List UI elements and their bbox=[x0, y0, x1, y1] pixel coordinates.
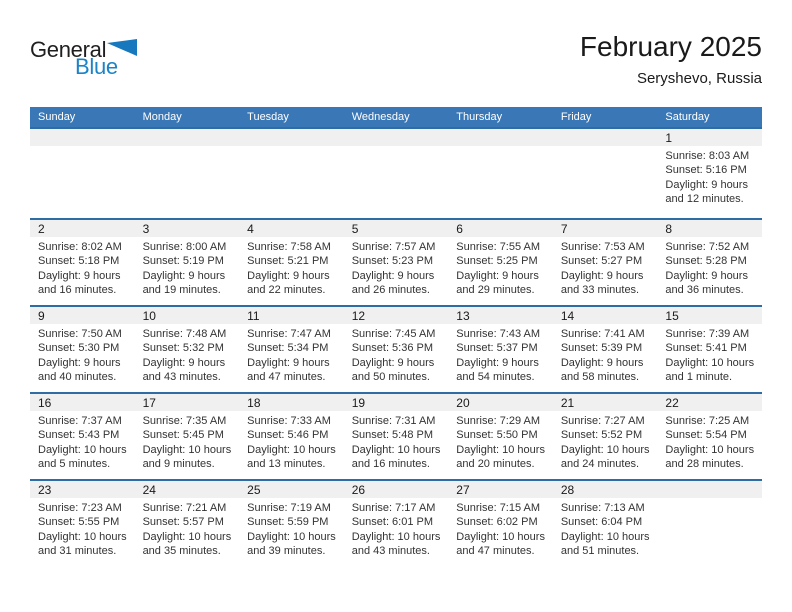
day-details bbox=[657, 237, 762, 298]
detail-line: Daylight: 9 hours bbox=[456, 356, 539, 369]
detail-line: Sunset: 5:27 PM bbox=[560, 255, 643, 268]
day-cell bbox=[657, 129, 762, 218]
page-header bbox=[30, 30, 762, 87]
detail-line: and 16 minutes. bbox=[351, 458, 430, 471]
day-number: 15 bbox=[665, 308, 679, 323]
day-number-band bbox=[657, 394, 762, 411]
detail-line: Sunrise: 7:19 AM bbox=[247, 502, 331, 514]
detail-line: and 31 minutes. bbox=[38, 545, 117, 558]
day-number-band bbox=[344, 129, 449, 146]
day-number-band bbox=[135, 129, 240, 146]
detail-line: Daylight: 9 hours bbox=[247, 269, 330, 282]
detail-line: Sunset: 5:46 PM bbox=[247, 429, 329, 442]
day-number: 6 bbox=[456, 221, 463, 236]
detail-line: Daylight: 10 hours bbox=[38, 443, 127, 456]
weekday-header: Thursday bbox=[456, 111, 503, 123]
detail-line: Sunset: 5:45 PM bbox=[142, 429, 224, 442]
day-number: 24 bbox=[142, 482, 156, 497]
day-number: 3 bbox=[142, 221, 150, 236]
day-cell bbox=[344, 481, 449, 566]
day-number-band bbox=[30, 220, 135, 237]
day-details bbox=[344, 498, 449, 559]
detail-line: Sunrise: 7:45 AM bbox=[351, 328, 436, 340]
detail-line: Sunrise: 8:03 AM bbox=[665, 150, 750, 162]
empty-day-cell bbox=[239, 129, 344, 218]
day-details bbox=[239, 324, 344, 385]
day-cell bbox=[657, 394, 762, 479]
weekday-header: Saturday bbox=[665, 111, 710, 123]
day-number-band bbox=[239, 129, 344, 146]
detail-line: Sunset: 5:34 PM bbox=[247, 342, 329, 355]
day-details bbox=[344, 324, 449, 385]
day-number: 1 bbox=[665, 130, 673, 145]
empty-day-cell bbox=[553, 129, 658, 218]
day-number: 28 bbox=[560, 482, 575, 497]
week-row bbox=[30, 127, 762, 218]
detail-line: Daylight: 10 hours bbox=[142, 530, 232, 543]
detail-line: Sunset: 5:16 PM bbox=[665, 164, 747, 177]
detail-line: Sunrise: 8:00 AM bbox=[142, 241, 227, 253]
day-number-band bbox=[657, 307, 762, 324]
day-details bbox=[657, 324, 762, 385]
day-number-band bbox=[344, 220, 449, 237]
day-number: 17 bbox=[142, 395, 156, 410]
day-cell bbox=[30, 307, 135, 392]
day-number: 16 bbox=[38, 395, 52, 410]
day-number-band bbox=[30, 394, 135, 411]
detail-line: Sunrise: 7:37 AM bbox=[38, 415, 122, 427]
logo-text-blue: Blue bbox=[75, 54, 118, 79]
day-number: 27 bbox=[456, 482, 470, 497]
detail-line: Daylight: 10 hours bbox=[456, 530, 545, 543]
empty-day-cell bbox=[657, 481, 762, 566]
day-number: 9 bbox=[38, 308, 45, 323]
day-details bbox=[448, 411, 553, 472]
detail-line: Sunrise: 7:43 AM bbox=[456, 328, 541, 340]
detail-line: Sunrise: 7:17 AM bbox=[351, 502, 436, 514]
detail-line: Sunrise: 7:39 AM bbox=[665, 328, 750, 340]
day-cell bbox=[448, 220, 553, 305]
detail-line: Sunset: 5:55 PM bbox=[38, 516, 120, 529]
detail-line: Daylight: 10 hours bbox=[247, 530, 336, 543]
detail-line: and 47 minutes. bbox=[456, 545, 535, 558]
detail-line: Sunrise: 7:47 AM bbox=[247, 328, 331, 340]
day-number-band bbox=[553, 394, 658, 411]
detail-line: Daylight: 10 hours bbox=[560, 443, 650, 456]
day-details bbox=[135, 324, 240, 385]
day-number: 26 bbox=[351, 482, 366, 497]
day-number: 18 bbox=[247, 395, 261, 410]
weekday-header: Sunday bbox=[38, 111, 76, 123]
day-cell bbox=[553, 220, 658, 305]
detail-line: and 39 minutes. bbox=[247, 545, 326, 558]
day-details bbox=[135, 146, 240, 149]
day-cell bbox=[657, 220, 762, 305]
day-cell bbox=[239, 307, 344, 392]
detail-line: and 13 minutes. bbox=[247, 458, 326, 471]
day-cell bbox=[553, 481, 658, 566]
day-details bbox=[553, 498, 658, 559]
day-details bbox=[553, 237, 658, 298]
logo-text-general: General bbox=[30, 37, 107, 62]
empty-day-cell bbox=[30, 129, 135, 218]
weekday-header: Monday bbox=[142, 111, 182, 123]
detail-line: Sunset: 5:39 PM bbox=[560, 342, 643, 355]
detail-line: and 12 minutes. bbox=[665, 193, 744, 206]
detail-line: Sunrise: 7:58 AM bbox=[247, 241, 331, 253]
empty-day-cell bbox=[448, 129, 553, 218]
detail-line: and 35 minutes. bbox=[142, 545, 221, 558]
day-number-band bbox=[657, 129, 762, 146]
detail-line: and 54 minutes. bbox=[456, 371, 535, 384]
day-details bbox=[553, 411, 658, 472]
day-number-band bbox=[657, 220, 762, 237]
day-number: 4 bbox=[247, 221, 254, 236]
day-cell bbox=[344, 394, 449, 479]
day-number-band bbox=[448, 307, 553, 324]
detail-line: and 22 minutes. bbox=[247, 284, 326, 297]
day-number-band bbox=[448, 481, 553, 498]
detail-line: Sunrise: 7:29 AM bbox=[456, 415, 541, 427]
weekday-header: Tuesday bbox=[247, 111, 289, 123]
detail-line: and 40 minutes. bbox=[38, 371, 117, 384]
day-number-band bbox=[448, 394, 553, 411]
day-cell bbox=[344, 307, 449, 392]
week-row bbox=[30, 392, 762, 479]
detail-line: Sunset: 5:32 PM bbox=[142, 342, 224, 355]
day-cell bbox=[448, 394, 553, 479]
day-number-band bbox=[135, 394, 240, 411]
day-details bbox=[239, 146, 344, 149]
detail-line: Sunset: 5:23 PM bbox=[351, 255, 434, 268]
detail-line: and 20 minutes. bbox=[456, 458, 535, 471]
detail-line: and 36 minutes. bbox=[665, 284, 744, 297]
detail-line: Daylight: 9 hours bbox=[142, 269, 226, 282]
detail-line: and 58 minutes. bbox=[560, 371, 640, 384]
detail-line: Sunset: 5:21 PM bbox=[247, 255, 329, 268]
day-number-band bbox=[553, 220, 658, 237]
day-number: 2 bbox=[38, 221, 45, 236]
general-blue-logo bbox=[30, 30, 137, 78]
detail-line: Daylight: 9 hours bbox=[38, 356, 121, 369]
day-details bbox=[657, 411, 762, 472]
day-number-band bbox=[553, 307, 658, 324]
detail-line: Sunset: 5:48 PM bbox=[351, 429, 434, 442]
week-row bbox=[30, 479, 762, 566]
detail-line: Sunset: 5:18 PM bbox=[38, 255, 120, 268]
day-number-band bbox=[239, 481, 344, 498]
day-details bbox=[344, 237, 449, 298]
day-cell bbox=[553, 394, 658, 479]
day-number-band bbox=[448, 129, 553, 146]
day-details bbox=[135, 411, 240, 472]
detail-line: Daylight: 9 hours bbox=[665, 269, 748, 282]
day-number: 11 bbox=[247, 308, 260, 323]
detail-line: Sunrise: 7:52 AM bbox=[665, 241, 750, 253]
detail-line: Daylight: 10 hours bbox=[560, 530, 650, 543]
detail-line: Sunset: 6:02 PM bbox=[456, 516, 538, 529]
detail-line: Daylight: 10 hours bbox=[456, 443, 545, 456]
detail-line: Sunrise: 7:57 AM bbox=[351, 241, 436, 253]
day-number-band bbox=[448, 220, 553, 237]
detail-line: Sunset: 5:36 PM bbox=[351, 342, 434, 355]
detail-line: Sunrise: 7:53 AM bbox=[560, 241, 645, 253]
day-number: 5 bbox=[351, 221, 359, 236]
detail-line: Sunset: 5:43 PM bbox=[38, 429, 120, 442]
day-number: 13 bbox=[456, 308, 470, 323]
day-number: 7 bbox=[560, 221, 568, 236]
detail-line: Daylight: 10 hours bbox=[247, 443, 336, 456]
week-row bbox=[30, 218, 762, 305]
detail-line: and 9 minutes. bbox=[142, 458, 215, 471]
day-cell bbox=[135, 220, 240, 305]
day-number: 19 bbox=[351, 395, 366, 410]
day-cell bbox=[553, 307, 658, 392]
day-number: 14 bbox=[560, 308, 575, 323]
day-number: 25 bbox=[247, 482, 261, 497]
detail-line: Daylight: 10 hours bbox=[665, 356, 755, 369]
day-details bbox=[448, 498, 553, 559]
day-cell bbox=[239, 481, 344, 566]
day-number-band bbox=[135, 220, 240, 237]
day-cell bbox=[30, 394, 135, 479]
week-row bbox=[30, 305, 762, 392]
day-number: 21 bbox=[560, 395, 575, 410]
day-details bbox=[239, 498, 344, 559]
detail-line: Sunset: 5:30 PM bbox=[38, 342, 120, 355]
detail-line: Sunrise: 7:15 AM bbox=[456, 502, 541, 514]
day-number-band bbox=[553, 481, 658, 498]
detail-line: Daylight: 9 hours bbox=[351, 356, 435, 369]
day-details bbox=[344, 411, 449, 472]
day-number: 20 bbox=[456, 395, 470, 410]
detail-line: Sunset: 5:54 PM bbox=[665, 429, 747, 442]
day-details bbox=[553, 324, 658, 385]
detail-line: Sunrise: 7:23 AM bbox=[38, 502, 122, 514]
detail-line: Sunset: 5:37 PM bbox=[456, 342, 538, 355]
detail-line: Daylight: 9 hours bbox=[560, 269, 644, 282]
day-cell bbox=[448, 307, 553, 392]
detail-line: Sunrise: 7:13 AM bbox=[560, 502, 645, 514]
day-number-band bbox=[30, 129, 135, 146]
day-details bbox=[657, 498, 762, 501]
detail-line: Sunrise: 7:41 AM bbox=[560, 328, 645, 340]
detail-line: Daylight: 10 hours bbox=[38, 530, 127, 543]
day-cell bbox=[239, 220, 344, 305]
day-details bbox=[657, 146, 762, 207]
day-details bbox=[135, 498, 240, 559]
detail-line: Daylight: 10 hours bbox=[665, 443, 755, 456]
day-details bbox=[30, 411, 135, 472]
detail-line: and 33 minutes. bbox=[560, 284, 640, 297]
detail-line: Sunrise: 7:25 AM bbox=[665, 415, 750, 427]
detail-line: and 43 minutes. bbox=[351, 545, 430, 558]
detail-line: and 16 minutes. bbox=[38, 284, 117, 297]
location-subtitle: Seryshevo, Russia bbox=[636, 69, 762, 87]
day-number-band bbox=[344, 307, 449, 324]
detail-line: Sunrise: 7:27 AM bbox=[560, 415, 645, 427]
detail-line: Sunset: 6:01 PM bbox=[351, 516, 434, 529]
day-number-band bbox=[239, 394, 344, 411]
weekday-header: Friday bbox=[560, 111, 592, 123]
detail-line: Sunset: 5:25 PM bbox=[456, 255, 538, 268]
empty-day-cell bbox=[344, 129, 449, 218]
detail-line: Sunset: 6:04 PM bbox=[560, 516, 643, 529]
detail-line: Sunrise: 7:50 AM bbox=[38, 328, 122, 340]
detail-line: Sunrise: 8:02 AM bbox=[38, 241, 122, 253]
detail-line: Sunset: 5:28 PM bbox=[665, 255, 747, 268]
day-number: 8 bbox=[665, 221, 673, 236]
detail-line: and 47 minutes. bbox=[247, 371, 326, 384]
detail-line: Sunset: 5:52 PM bbox=[560, 429, 643, 442]
day-cell bbox=[657, 307, 762, 392]
day-number-band bbox=[239, 220, 344, 237]
detail-line: Sunset: 5:50 PM bbox=[456, 429, 538, 442]
day-number: 23 bbox=[38, 482, 52, 497]
title-block bbox=[580, 30, 762, 87]
day-number-band bbox=[30, 481, 135, 498]
day-number: 10 bbox=[142, 308, 156, 323]
detail-line: Daylight: 9 hours bbox=[456, 269, 539, 282]
day-details bbox=[344, 146, 449, 149]
day-cell bbox=[30, 220, 135, 305]
detail-line: Daylight: 10 hours bbox=[351, 530, 441, 543]
day-cell bbox=[135, 481, 240, 566]
detail-line: Sunset: 5:41 PM bbox=[665, 342, 747, 355]
empty-day-cell bbox=[135, 129, 240, 218]
day-details bbox=[135, 237, 240, 298]
weekday-header-row bbox=[30, 107, 762, 127]
day-details bbox=[448, 324, 553, 385]
day-details bbox=[553, 146, 658, 149]
day-cell bbox=[135, 394, 240, 479]
day-number-band bbox=[239, 307, 344, 324]
detail-line: Sunset: 5:19 PM bbox=[142, 255, 224, 268]
detail-line: Sunrise: 7:55 AM bbox=[456, 241, 541, 253]
detail-line: Daylight: 9 hours bbox=[38, 269, 121, 282]
day-details bbox=[30, 324, 135, 385]
detail-line: Sunrise: 7:33 AM bbox=[247, 415, 331, 427]
detail-line: Daylight: 9 hours bbox=[665, 178, 748, 191]
detail-line: Sunset: 5:59 PM bbox=[247, 516, 329, 529]
calendar-grid bbox=[30, 107, 762, 566]
detail-line: Sunrise: 7:31 AM bbox=[351, 415, 436, 427]
detail-line: and 50 minutes. bbox=[351, 371, 430, 384]
day-number-band bbox=[344, 394, 449, 411]
detail-line: Daylight: 9 hours bbox=[142, 356, 226, 369]
detail-line: and 51 minutes. bbox=[560, 545, 640, 558]
day-details bbox=[30, 498, 135, 559]
weekday-header: Wednesday bbox=[351, 111, 410, 123]
day-cell bbox=[344, 220, 449, 305]
detail-line: and 19 minutes. bbox=[142, 284, 221, 297]
detail-line: Sunrise: 7:35 AM bbox=[142, 415, 227, 427]
day-number-band bbox=[135, 481, 240, 498]
day-number-band bbox=[135, 307, 240, 324]
detail-line: Sunset: 5:57 PM bbox=[142, 516, 224, 529]
detail-line: Daylight: 10 hours bbox=[351, 443, 441, 456]
detail-line: Daylight: 9 hours bbox=[247, 356, 330, 369]
day-number-band bbox=[344, 481, 449, 498]
detail-line: and 5 minutes. bbox=[38, 458, 111, 471]
day-number-band bbox=[657, 481, 762, 498]
page-title: February 2025 bbox=[579, 31, 762, 62]
day-cell bbox=[448, 481, 553, 566]
day-number-band bbox=[30, 307, 135, 324]
day-cell bbox=[239, 394, 344, 479]
detail-line: and 24 minutes. bbox=[560, 458, 640, 471]
detail-line: Sunrise: 7:21 AM bbox=[142, 502, 227, 514]
detail-line: Daylight: 10 hours bbox=[142, 443, 232, 456]
day-details bbox=[239, 411, 344, 472]
detail-line: and 29 minutes. bbox=[456, 284, 535, 297]
detail-line: and 43 minutes. bbox=[142, 371, 221, 384]
day-number-band bbox=[553, 129, 658, 146]
day-details bbox=[30, 237, 135, 298]
detail-line: and 28 minutes. bbox=[665, 458, 744, 471]
day-number: 22 bbox=[665, 395, 679, 410]
day-number: 12 bbox=[351, 308, 366, 323]
detail-line: Daylight: 9 hours bbox=[351, 269, 435, 282]
day-details bbox=[239, 237, 344, 298]
day-details bbox=[448, 237, 553, 298]
day-details bbox=[448, 146, 553, 149]
weeks-container bbox=[30, 127, 762, 566]
detail-line: and 1 minute. bbox=[665, 371, 733, 384]
detail-line: Sunrise: 7:48 AM bbox=[142, 328, 227, 340]
detail-line: and 26 minutes. bbox=[351, 284, 430, 297]
day-cell bbox=[30, 481, 135, 566]
day-details bbox=[30, 146, 135, 149]
detail-line: Daylight: 9 hours bbox=[560, 356, 644, 369]
day-cell bbox=[135, 307, 240, 392]
